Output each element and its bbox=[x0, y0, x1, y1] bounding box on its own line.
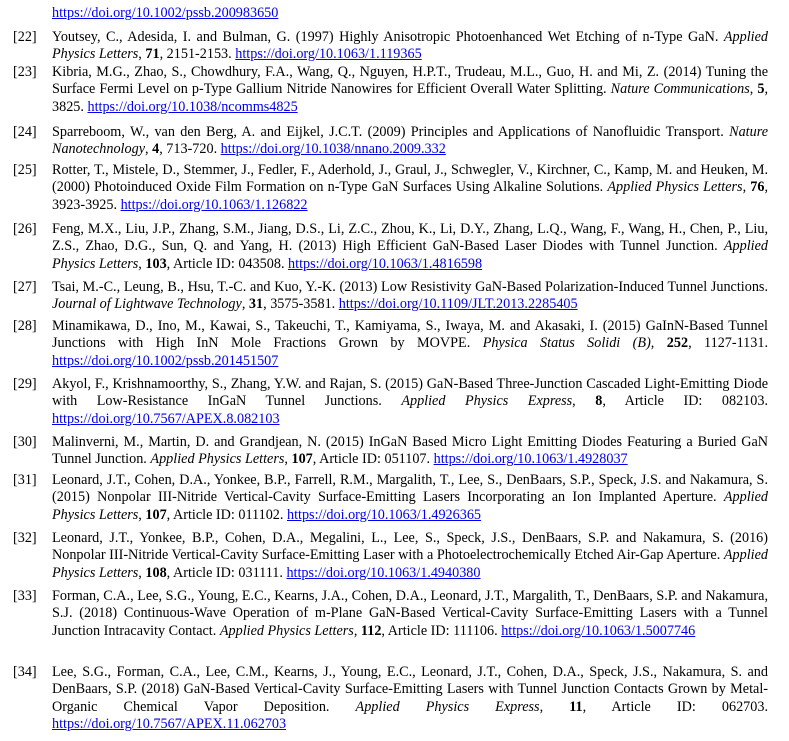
reference-volume: 107 bbox=[291, 451, 313, 468]
reference-text: Rotter, T., Mistele, D., Stemmer, J., Fedler, F., Aderhold, J., Graul, J., Schwegler, V., Kirchner, C., Kamp, M. and Heuken, M. (2000) Photoinduced Oxide Film Formation on n-Type GaN Surfaces Using Alkaline Solutions. Applied Physics Letters, 76, 3923-3925. https://doi.org/10.1063/1.126822 bbox=[52, 162, 769, 213]
reference-authors-title: Leonard, J.T., Yonkee, B.P., Cohen, D.A., Megalini, L., Lee, S., Speck, J.S., DenBaars, S.P. and Nakamura, S. (2016) Nonpolar III-Nitride Vertical-Cavity Surface-Emitting Laser with a Photoelectrochemically Etched Air-Gap Aperture. bbox=[52, 530, 768, 564]
reference-journal: Applied Physics Letters bbox=[52, 489, 769, 523]
reference-authors-title: Sparreboom, W., van den Berg, A. and Eijkel, J.C.T. (2009) Principles and Applications of Nanofluidic Transport. bbox=[52, 124, 724, 140]
reference-journal: Nature Communications bbox=[610, 81, 750, 98]
reference-authors-title: Forman, C.A., Lee, S.G., Young, E.C., Kearns, J.A., Cohen, D.A., Leonard, J.T., Margalith, T., DenBaars, S.P. and Nakamura, S.J. (2018) Continuous-Wave Operation of m-Plane GaN-Based Vertical-Cavity Surface-Emitting Lasers with a Tunnel Junction Intracavity Contact. bbox=[52, 588, 768, 639]
reference-volume: 108 bbox=[145, 564, 167, 581]
reference-doi-link[interactable]: https://doi.org/10.1038/nnano.2009.332 bbox=[220, 141, 446, 158]
reference-journal: Nature Nanotechnology bbox=[52, 124, 768, 158]
reference-volume: 4 bbox=[152, 141, 160, 158]
reference-pages: , 3575-3581. bbox=[263, 296, 336, 313]
reference-doi-link[interactable]: https://doi.org/10.1063/1.5007746 bbox=[501, 622, 696, 639]
reference-text: Forman, C.A., Lee, S.G., Young, E.C., Kearns, J.A., Cohen, D.A., Leonard, J.T., Margalith, T., DenBaars, S.P. and Nakamura, S.J. (2018) Continuous-Wave Operation of m-Plane GaN-Based Vertical-Cavity Surface-Emitting Lasers with a Tunnel Junction Intracavity Contact. Applied Physics Letters, 112, Article ID: 111106. https://doi.org/10.1063/1.5007746 bbox=[52, 588, 768, 639]
reference-number: [32] bbox=[13, 530, 37, 546]
reference-authors-title: Feng, M.X., Liu, J.P., Zhang, S.M., Jiang, D.S., Li, Z.C., Zhou, K., Li, D.Y., Zhang, L.Q., Wang, F., Wang, H., Chen, P., Liu, Z.S., Zhao, D.G., Sun, Q. and Yang, H. (2013) High Efficient GaN-Based Laser Diodes with Tunnel Junction. bbox=[52, 221, 768, 255]
reference-number: [24] bbox=[13, 124, 37, 140]
reference-authors-title: Youtsey, C., Adesida, I. and Bulman, G. (1997) Highly Anisotropic Photoenhanced Wet Etching of n-Type GaN. bbox=[52, 29, 719, 45]
reference-journal: Applied Physics Letters bbox=[52, 29, 769, 63]
reference-doi-link[interactable]: https://doi.org/10.1109/JLT.2013.2285405 bbox=[338, 296, 578, 313]
reference-number: [33] bbox=[13, 588, 37, 604]
reference-authors-title: Kibria, M.G., Zhao, S., Chowdhury, F.A., Wang, Q., Nguyen, H.P.T., Trudeau, M.L., Guo, H. and Mi, Z. (2014) Tuning the Surface Fermi Level on p-Type Gallium Nitride Nanowires for Efficient Overall Water Splitting. bbox=[52, 64, 768, 98]
reference-pages: , 3923-3925. bbox=[52, 179, 769, 213]
reference-journal: Applied Physics Letters bbox=[219, 622, 354, 639]
reference-pages: , Article ID: 011102. bbox=[166, 506, 284, 523]
reference-volume: 107 bbox=[145, 506, 167, 523]
reference-number: [29] bbox=[13, 376, 37, 392]
reference-text: Lee, S.G., Forman, C.A., Lee, C.M., Kearns, J., Young, E.C., Leonard, J.T., Cohen, D.A., Speck, J.S., Nakamura, S. and DenBaars, S.P. (2018) GaN-Based Vertical-Cavity Surface-Emitting Lasers with Tunnel Junction Contacts Grown by Metal-Organic Chemical Vapor Deposition. Applied Physics Express, 11, Article ID: 062703. https://doi.org/10.7567/APEX.11.062703 bbox=[52, 664, 768, 733]
reference-number: [23] bbox=[13, 64, 37, 80]
continuation-line bbox=[52, 5, 768, 22]
reference-number: [26] bbox=[13, 221, 37, 237]
reference-number: [27] bbox=[13, 279, 37, 295]
reference-doi-link[interactable]: https://doi.org/10.7567/APEX.11.062703 bbox=[52, 716, 287, 733]
reference-pages: , 713-720. bbox=[159, 141, 218, 158]
reference-doi-link[interactable]: https://doi.org/10.1063/1.4928037 bbox=[433, 451, 628, 468]
reference-doi-link[interactable]: https://doi.org/10.1063/1.119365 bbox=[235, 46, 422, 63]
reference-journal: Applied Physics Letters bbox=[607, 179, 743, 196]
reference-journal: Applied Physics Express bbox=[401, 393, 573, 410]
reference-text: Minamikawa, D., Ino, M., Kawai, S., Takeuchi, T., Kamiyama, S., Iwaya, M. and Akasaki, I. (2015) GaInN-Based Tunnel Junctions with High InN Mole Fractions Grown by MOVPE. Physica Status Solidi (B), 252, 1127-1131. https://doi.org/10.1002/pssb.201451507 bbox=[52, 318, 769, 369]
reference-pages: , Article ID: 111106. bbox=[381, 622, 498, 639]
reference-doi-link[interactable]: https://doi.org/10.1063/1.4816598 bbox=[288, 255, 483, 272]
reference-pages: , 3825. bbox=[52, 81, 769, 115]
reference-authors-title: Malinverni, M., Martin, D. and Grandjean, N. (2015) InGaN Based Micro Light Emitting Diodes Featuring a Buried GaN Tunnel Junction. bbox=[52, 434, 768, 468]
reference-journal: Journal of Lightwave Technology bbox=[52, 296, 242, 313]
reference-number: [22] bbox=[13, 29, 37, 45]
reference-text: Kibria, M.G., Zhao, S., Chowdhury, F.A., Wang, Q., Nguyen, H.P.T., Trudeau, M.L., Guo, H. and Mi, Z. (2014) Tuning the Surface Fermi Level on p-Type Gallium Nitride Nanowires for Efficient Overall Water Splitting. Nature Communications, 5, 3825. https://doi.org/10.1038/ncomms4825 bbox=[52, 64, 769, 115]
reference-text: Sparreboom, W., van den Berg, A. and Eijkel, J.C.T. (2009) Principles and Applications of Nanofluidic Transport. Nature Nanotechnology, 4, 713-720. https://doi.org/10.1038/nnano.2009.332 bbox=[52, 124, 768, 158]
reference-number: [28] bbox=[13, 318, 37, 334]
reference-doi-link[interactable]: https://doi.org/10.1063/1.4940380 bbox=[286, 564, 481, 581]
reference-volume: 76 bbox=[750, 179, 765, 196]
reference-volume: 31 bbox=[248, 296, 264, 313]
reference-pages: , Article ID: 043508. bbox=[166, 255, 285, 272]
reference-doi-link[interactable]: https://doi.org/10.1002/pssb.201451507 bbox=[52, 352, 279, 369]
reference-doi-link[interactable]: https://doi.org/10.1038/ncomms4825 bbox=[87, 98, 298, 115]
reference-journal: Applied Physics Letters bbox=[150, 451, 285, 468]
reference-volume: 11 bbox=[569, 698, 583, 715]
reference-journal: Applied Physics Letters bbox=[52, 547, 768, 581]
reference-authors-title: Leonard, J.T., Cohen, D.A., Yonkee, B.P., Farrell, R.M., Margalith, T., Lee, S., DenBaars, S.P., Speck, J.S. and Nakamura, S. (2015) Nonpolar III-Nitride Vertical-Cavity Surface-Emitting Lasers Incorporating an Ion Implanted Aperture. bbox=[52, 472, 768, 506]
reference-doi-link[interactable]: https://doi.org/10.1002/pssb.200983650 bbox=[52, 5, 279, 21]
reference-text: Akyol, F., Krishnamoorthy, S., Zhang, Y.W. and Rajan, S. (2015) GaN-Based Three-Junction Cascaded Light-Emitting Diode with Low-Resistance InGaN Tunnel Junctions. Applied Physics Express, 8, Article ID: 082103. https://doi.org/10.7567/APEX.8.082103 bbox=[52, 376, 768, 427]
reference-authors-title: Lee, S.G., Forman, C.A., Lee, C.M., Kearns, J., Young, E.C., Leonard, J.T., Cohen, D.A., Speck, J.S., Nakamura, S. and DenBaars, S.P. (2018) GaN-Based Vertical-Cavity Surface-Emitting Lasers with Tunnel Junction Contacts Grown by Metal-Organic Chemical Vapor Deposition. bbox=[52, 664, 768, 715]
reference-authors-title: Akyol, F., Krishnamoorthy, S., Zhang, Y.W. and Rajan, S. (2015) GaN-Based Three-Junction Cascaded Light-Emitting Diode with Low-Resistance InGaN Tunnel Junctions. bbox=[52, 376, 768, 410]
reference-pages: , 1127-1131. bbox=[688, 335, 769, 352]
reference-pages: , 2151-2153. bbox=[159, 46, 232, 63]
reference-volume: 5 bbox=[757, 81, 765, 98]
reference-number: [34] bbox=[13, 664, 37, 680]
reference-pages: , Article ID: 082103. bbox=[602, 393, 768, 410]
reference-journal: Applied Physics Express bbox=[355, 698, 540, 715]
reference-authors-title: Rotter, T., Mistele, D., Stemmer, J., Fedler, F., Aderhold, J., Graul, J., Schwegler, V., Kirchner, C., Kamp, M. and Heuken, M. (2000) Photoinduced Oxide Film Formation on n-Type GaN Surfaces Using Alkaline Solutions. bbox=[52, 162, 768, 196]
reference-volume: 112 bbox=[360, 622, 382, 639]
reference-pages: , Article ID: 062703. bbox=[582, 698, 768, 715]
reference-text: Leonard, J.T., Yonkee, B.P., Cohen, D.A., Megalini, L., Lee, S., Speck, J.S., DenBaars, S.P. and Nakamura, S. (2016) Nonpolar III-Nitride Vertical-Cavity Surface-Emitting Laser with a Photoelectrochemically Etched Air-Gap Aperture. Applied Physics Letters, 108, Article ID: 031111. https://doi.org/10.1063/1.4940380 bbox=[52, 530, 768, 581]
reference-number: [30] bbox=[13, 434, 37, 450]
reference-text: Youtsey, C., Adesida, I. and Bulman, G. (1997) Highly Anisotropic Photoenhanced Wet Etching of n-Type GaN. Applied Physics Letters, 71, 2151-2153. https://doi.org/10.1063/1.119365 bbox=[52, 29, 769, 63]
reference-doi-link[interactable]: https://doi.org/10.1063/1.4926365 bbox=[286, 506, 482, 523]
reference-text: Malinverni, M., Martin, D. and Grandjean, N. (2015) InGaN Based Micro Light Emitting Diodes Featuring a Buried GaN Tunnel Junction. Applied Physics Letters, 107, Article ID: 051107. https://doi.org/10.1063/1.4928037 bbox=[52, 434, 768, 468]
reference-number: [25] bbox=[13, 162, 37, 178]
reference-doi-link[interactable]: https://doi.org/10.1063/1.126822 bbox=[120, 196, 308, 213]
reference-journal: Physica Status Solidi (B) bbox=[482, 335, 651, 352]
reference-volume: 252 bbox=[666, 335, 689, 352]
reference-text: Leonard, J.T., Cohen, D.A., Yonkee, B.P., Farrell, R.M., Margalith, T., Lee, S., DenBaars, S.P., Speck, J.S. and Nakamura, S. (2015) Nonpolar III-Nitride Vertical-Cavity Surface-Emitting Lasers Incorporating an Ion Implanted Aperture. Applied Physics Letters, 107, Article ID: 011102. https://doi.org/10.1063/1.4926365 bbox=[52, 472, 769, 523]
reference-number: [31] bbox=[13, 472, 37, 488]
reference-volume: 8 bbox=[595, 393, 603, 410]
reference-journal: Applied Physics Letters bbox=[52, 238, 768, 272]
reference-authors-title: Minamikawa, D., Ino, M., Kawai, S., Takeuchi, T., Kamiyama, S., Iwaya, M. and Akasaki, I. (2015) GaInN-Based Tunnel Junctions with High InN Mole Fractions Grown by MOVPE. bbox=[52, 318, 768, 352]
reference-doi-link[interactable]: https://doi.org/10.7567/APEX.8.082103 bbox=[52, 410, 280, 427]
reference-text: Tsai, M.-C., Leung, B., Hsu, T.-C. and Kuo, Y.-K. (2013) Low Resistivity GaN-Based Polarization-Induced Tunnel Junctions. Journal of Lightwave Technology, 31, 3575-3581. https://doi.org/10.1109/JLT.2013.2285405 bbox=[52, 279, 768, 313]
reference-volume: 103 bbox=[145, 255, 167, 272]
reference-volume: 71 bbox=[145, 46, 160, 63]
reference-pages: , Article ID: 031111. bbox=[166, 564, 283, 581]
reference-pages: , Article ID: 051107. bbox=[312, 451, 431, 468]
reference-text: Feng, M.X., Liu, J.P., Zhang, S.M., Jiang, D.S., Li, Z.C., Zhou, K., Li, D.Y., Zhang, L.Q., Wang, F., Wang, H., Chen, P., Liu, Z.S., Zhao, D.G., Sun, Q. and Yang, H. (2013) High Efficient GaN-Based Laser Diodes with Tunnel Junction. Applied Physics Letters, 103, Article ID: 043508. https://doi.org/10.1063/1.4816598 bbox=[52, 221, 768, 272]
reference-authors-title: Tsai, M.-C., Leung, B., Hsu, T.-C. and Kuo, Y.-K. (2013) Low Resistivity GaN-Based Polarization-Induced Tunnel Junctions. bbox=[52, 279, 768, 295]
